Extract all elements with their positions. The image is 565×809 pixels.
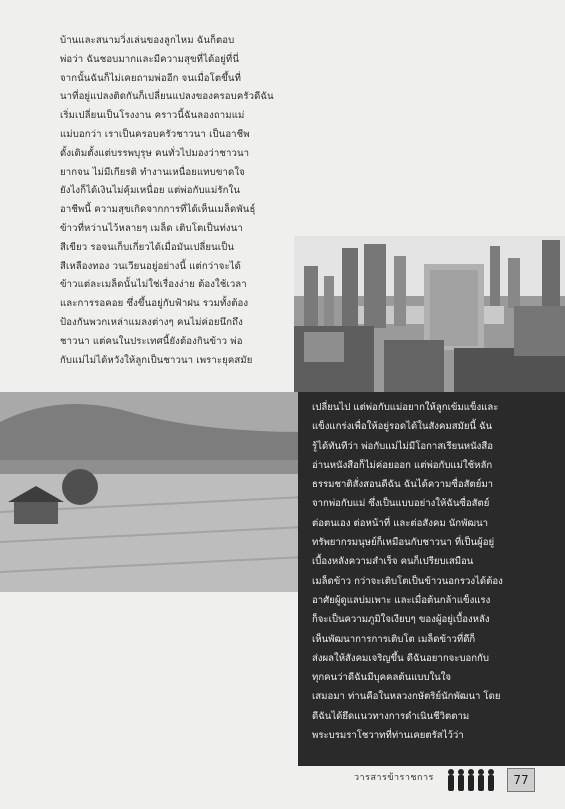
text-line: เมล็ดข้าว กว่าจะเติบโตเป็นข้าวนอกรวงได้ต้อง [312,575,503,587]
text-line: จากนั้นฉันก็ไม่เคยถามพ่ออีก จนเมื่อโตขึ้นที่ [60,72,241,84]
text-line: อ่านหนังสือก็ไม่ค่อยออก แต่พ่อกับแม่ใช้หลัก [312,459,493,471]
text-line: ทุกคนว่าดีฉันมีบุคคลต้นแบบในใจ [312,672,452,684]
text-line: อาศัยผู้ดูแลบ่มเพาะ และเมื่อต้นกล้าแข็งแรง [312,594,491,606]
text-line: นาที่อยู่แปลงติดกันก็เปลี่ยนแปลงของครอบครัวดีฉัน [60,91,274,103]
text-line: เบื้องหลังความสำเร็จ คนก็เปรียบเสมือน [312,556,474,568]
text-line: ส่งผลให้สังคมเจริญขึ้น ดีฉันอยากจะบอกกับ [312,652,489,664]
text-line: ดีฉันได้ยึดแนวทางการดำเนินชีวิตตาม [312,710,470,722]
text-line: สีเขียว รอจนเก็บเกี่ยวได้เมื่อมันเปลี่ยนเป็น [60,241,234,253]
text-line: ยากจน ไม่มีเกียรติ ทำงานเหนื่อยแทบขาดใจ [60,166,245,178]
city-skyline-illustration [294,236,565,393]
text-line: สีเหลืองทอง วนเวียนอยู่อย่างนี้ แต่กว่าจะได้ [60,260,241,272]
magazine-name: วารสารข้าราชการ [354,773,434,783]
text-line: แม่บอกว่า เราเป็นครอบครัวชาวนา เป็นอาชีพ [60,128,250,140]
main-text-column [60,32,282,370]
text-line: บ้านและสนามวิ่งเล่นของลูกไหม ฉันก็ตอบ [60,35,235,46]
dark-text-column [312,398,558,745]
text-line: ป้องกันพวกเหล่าแมลงต่างๆ คนไม่ค่อยนึกถึง [60,316,243,328]
text-line: พระบรมราโชวาทที่ท่านเคยตรัสไว้ว่า [312,730,464,742]
text-line: และการรอคอย ซึ่งขึ้นอยู่กับฟ้าฝน รวมทั้งต้อง [60,298,249,310]
page-number: 77 [507,768,535,792]
text-line: ยังไงก็ได้เงินไม่คุ้มเหนื่อย แต่พ่อกับแม่รักใน [60,185,240,197]
text-line: ข้าวแต่ละเมล็ดนั้นไม่ใช่เรื่องง่าย ต้องใช้เวลา [60,279,247,291]
text-line: ชาวนา แต่คนในประเทศนี้ยังต้องกินข้าว พ่อ [60,335,243,347]
text-line: จากพ่อกับแม่ ซึ่งเป็นแบบอย่างให้ฉันซื่อสัตย์ [312,498,490,510]
text-line: แข็งแกร่งเพื่อให้อยู่รอดได้ในสังคมสมัยนี้ ฉัน [312,421,493,433]
rice-field-illustration [0,392,304,592]
text-line: ทรัพยากรมนุษย์ก็เหมือนกับชาวนา ที่เป็นผู้อยู่ [312,537,495,549]
text-line: ก็จะเป็นความภูมิใจเงียบๆ ของผู้อยู่เบื้องหลัง [312,614,490,626]
text-line: ต่อตนเอง ต่อหน้าที่ และต่อสังคม นักพัฒนา [312,517,489,529]
text-line: อาชีพนี้ ความสุขเกิดจากการที่ได้เห็นเมล็ดพันธุ์ [60,204,256,216]
text-line: กับแม่ไม่ได้หวังให้ลูกเป็นชาวนา เพราะยุคสมัย [60,354,253,366]
text-line: เปลี่ยนไป แต่พ่อกับแม่อยากให้ลูกเข้มแข็งและ [312,402,499,413]
text-line: เห็นพัฒนาการการเติบโต เมล็ดข้าวที่ดีก็ [312,633,476,645]
text-line: เริ่มเปลี่ยนเป็นโรงงาน คราวนี้ฉันลองถามแม่ [60,110,245,122]
text-line: ดั้งเดิมตั้งแต่บรรพบุรุษ คนทั่วไปมองว่าชาวนา [60,147,250,159]
text-line: เสมอมา ท่านคือในหลวงกษัตริย์นักพัฒนา โดย [312,691,501,703]
rice-field-photo [0,392,304,592]
text-line: พ่อว่า ฉันชอบมากและมีความสุขที่ได้อยู่ที่นี่ [60,53,239,65]
text-line: ข้าวที่หว่านไว้หลายๆ เมล็ด เติบโตเป็นท่งนา [60,222,243,234]
text-line: รู้ได้ทันทีว่า พ่อกับแม่ไม่มีโอกาสเรียนหนังสือ [312,440,493,452]
text-line: ธรรมชาติสั่งสอนดีฉัน ฉันได้ความซื่อสัตย์มา [312,479,494,491]
people-silhouettes-icon [446,768,504,796]
city-skyline-photo [294,236,565,393]
